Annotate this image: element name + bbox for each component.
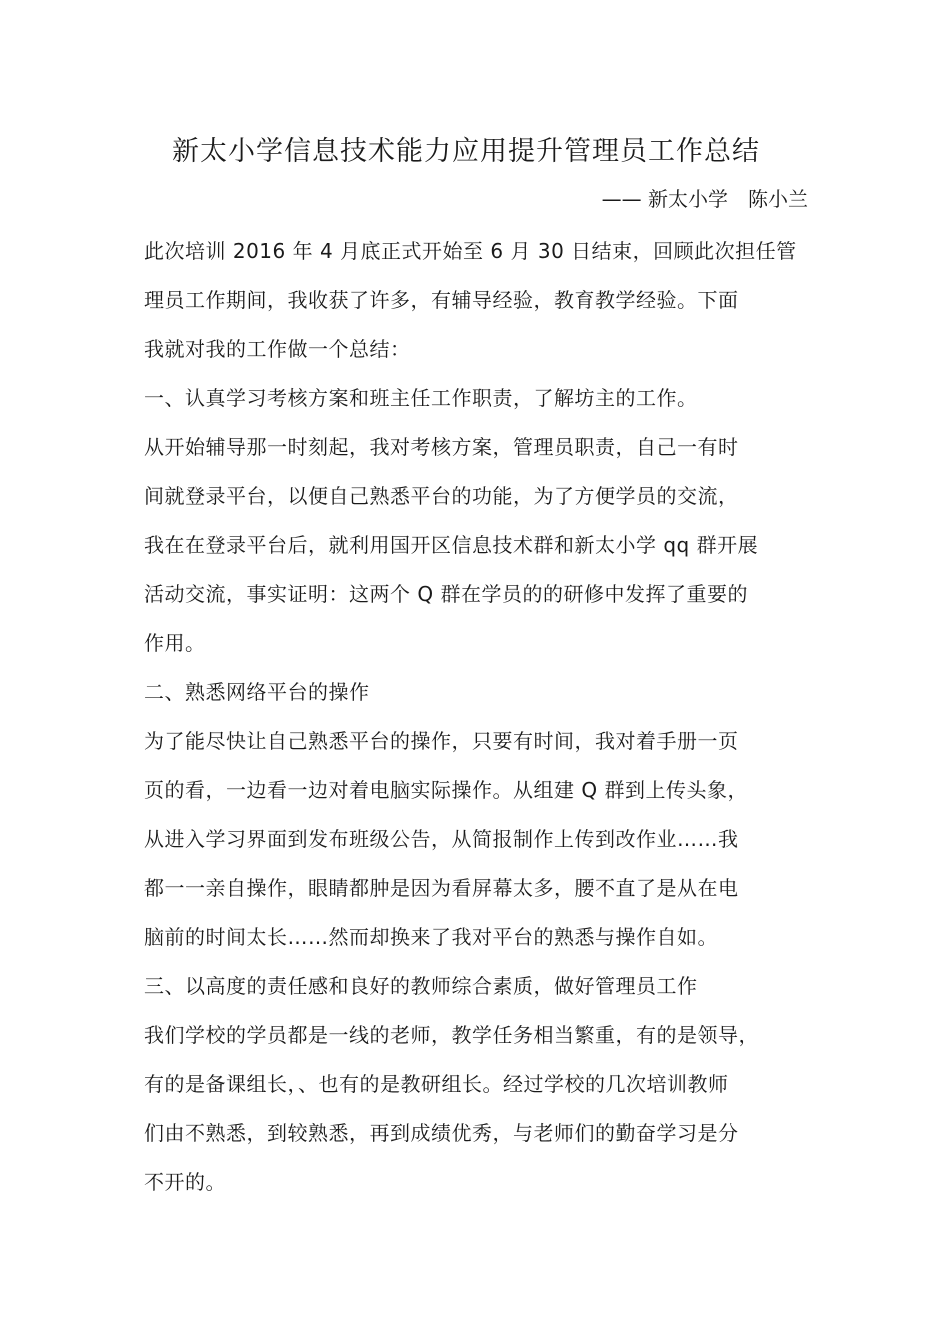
body-line: 我在在登录平台后，就利用国开区信息技术群和新太小学 qq 群开展 — [144, 533, 759, 557]
section-heading-1: 一、认真学习考核方案和班主任工作职责，了解坊主的工作。 — [144, 386, 698, 410]
body-line: 们由不熟悉，到较熟悉，再到成绩优秀，与老师们的勤奋学习是分 — [144, 1121, 739, 1145]
body-line: 间就登录平台，以便自己熟悉平台的功能，为了方便学员的交流， — [144, 484, 739, 508]
body-line: 此次培训 2016 年 4 月底正式开始至 6 月 30 日结束，回顾此次担任管 — [144, 239, 797, 263]
body-line: 都一一亲自操作，眼睛都肿是因为看屏幕太多，腰不直了是从在电 — [144, 876, 739, 900]
body-line: 不开的。 — [144, 1170, 226, 1194]
body-line: 作用。 — [144, 631, 206, 655]
document-title: 新太小学信息技术能力应用提升管理员工作总结 — [172, 136, 760, 167]
body-line: 从开始辅导那一时刻起，我对考核方案，管理员职责，自己一有时 — [144, 435, 739, 459]
body-line: 理员工作期间，我收获了许多，有辅导经验，教育教学经验。下面 — [144, 288, 739, 312]
document-body — [144, 234, 824, 1214]
author-byline: —— 新太小学 陈小兰 — [601, 187, 808, 211]
section-heading-3: 三、以高度的责任感和良好的教师综合素质，做好管理员工作 — [144, 974, 698, 998]
section-heading-2: 二、熟悉网络平台的操作 — [144, 680, 370, 704]
body-line: 我就对我的工作做一个总结： — [144, 337, 411, 361]
body-line: 有的是备课组长，、也有的是教研组长。经过学校的几次培训教师 — [144, 1072, 729, 1096]
body-line: 脑前的时间太长……然而却换来了我对平台的熟悉与操作自如。 — [144, 925, 718, 949]
body-line: 活动交流，事实证明：这两个 Q 群在学员的的研修中发挥了重要的 — [144, 582, 748, 606]
body-line: 我们学校的学员都是一线的老师，教学任务相当繁重，有的是领导， — [144, 1023, 759, 1047]
body-line: 为了能尽快让自己熟悉平台的操作，只要有时间，我对着手册一页 — [144, 729, 739, 753]
body-line: 页的看，一边看一边对着电脑实际操作。从组建 Q 群到上传头象， — [144, 778, 748, 802]
body-line: 从进入学习界面到发布班级公告，从简报制作上传到改作业……我 — [144, 827, 739, 851]
